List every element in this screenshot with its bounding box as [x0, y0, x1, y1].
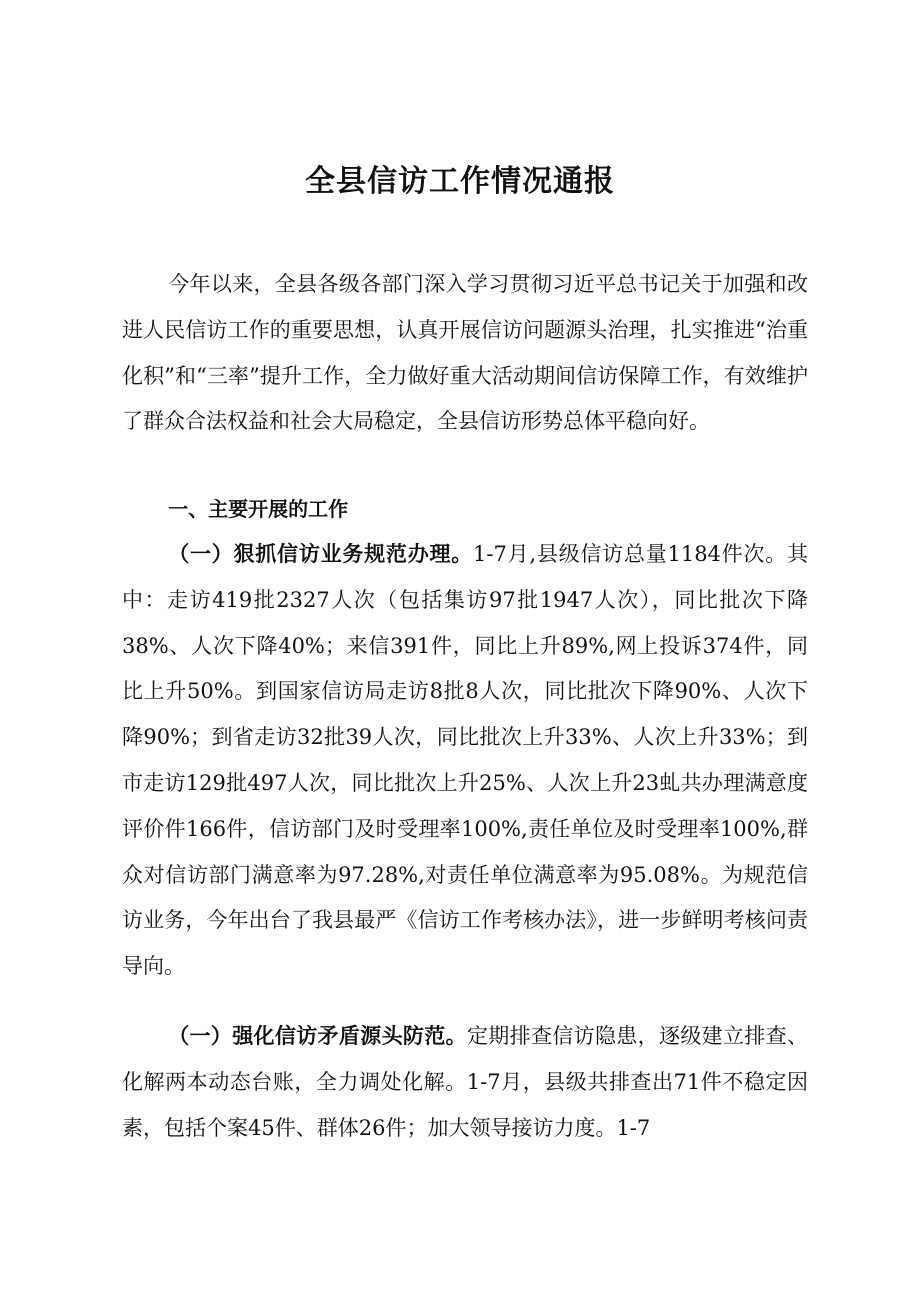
- section-paragraph-1: [122, 532, 808, 990]
- section-heading-text: 一、主要开展的工作: [168, 497, 349, 521]
- paragraph-2-lead: （一）强化信访矛盾源头防范。: [168, 1024, 467, 1048]
- document-title: 全县信访工作情况通报: [305, 164, 615, 199]
- paragraph-2-text: 定期排查信访隐患，逐级建立排查、化解两本动态台账，全力调处化解。1-7月，县级共排查出71件不稳定因素，包括个案45件、群体26件；加大领导接访力度。1-7: [122, 1024, 809, 1140]
- section-heading: [122, 487, 808, 533]
- paragraph-1-text: 1-7月,县级信访总量1184件次。其中：走访419批2327人次（包括集访97批1947人次），同比批次下降38%、人次下降40%；来信391件，同比上升89%,网上投诉374件，同比上升50%。到国家信访局走访8批8人次，同比批次下降90%、人次下降90%；到省走访32批39人次，同比批次上升33%、人次上升33%；到市走访129批497人次，同比批次上升25%、人次上升23虬共办理满意度评价件166件，信访部门及时受理率100%,责任单位及时受理率100%,群众对信访部门满意率为97.28%,对责任单位满意率为95.08%。为规范信访业务，今年出台了我县最严《信访工作考核办法》，进一步鲜明考核问责导向。: [122, 542, 809, 979]
- section-paragraph-2: [122, 1014, 808, 1151]
- paragraph-1-lead: （一）狠抓信访业务规范办理。: [168, 542, 474, 566]
- intro-paragraph: 今年以来，全县各级各部门深入学习贯彻习近平总书记关于加强和改进人民信访工作的重要思想，认真开展信访问题源头治理，扎实推进“治重化积”和“三率”提升工作，全力做好重大活动期间信访保障工作，有效维护了群众合法权益和社会大局稳定，全县信访形势总体平稳向好。: [122, 272, 808, 434]
